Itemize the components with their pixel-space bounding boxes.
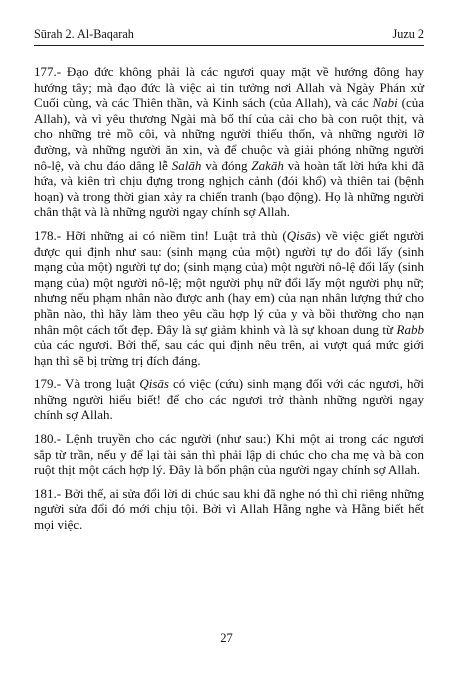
verse-paragraph xyxy=(34,486,424,533)
running-header xyxy=(34,26,424,42)
verse-text: 181.- Bởi thế, ai sửa đổi lời di chúc sau khi đã nghe nó thì chỉ riêng những người sửa đổi đó mới chịu tội. Bởi vì Allah Hằng nghe và Hằng biết hết mọi việc. xyxy=(34,485,424,533)
verse-text: 177.- Đạo đức không phải là các ngươi quay mặt về hướng đông hay hướng tây; mà đạo đức là việc ai tin tưởng nơi Allah và Ngày Phán xử Cuối cùng, và các Thiên thần, và Kinh sách (của Allah), và các xyxy=(34,64,424,111)
transliterated-term: Nabi xyxy=(372,95,398,111)
transliterated-term: Qisās xyxy=(139,376,169,392)
verse-paragraph xyxy=(34,431,424,478)
transliterated-term: Qisās xyxy=(286,227,317,243)
verse-text: 180.- Lệnh truyền cho các người (như sau:) Khi một ai trong các ngươi sắp từ trần, nếu y để lại tài sản thì phải lập di chúc cho cha mẹ và bà con ruột thịt một cách hợp lý. Đây là bổn phận của người ngay chính sợ Allah. xyxy=(34,431,424,478)
juzu-label: Juzu 2 xyxy=(392,27,424,41)
header-divider xyxy=(34,45,424,46)
verse-body xyxy=(34,64,424,533)
verse-paragraph xyxy=(34,228,424,368)
transliterated-term: Zakāh xyxy=(251,157,284,173)
verse-text: (của Allah), và vì yêu thương Ngài mà bố thí của cải cho bà con ruột thịt, và cho những trẻ mồ côi, và những người thiếu thốn, và những người lỡ đường, và những người ăn xin, và để chuộc và giải phóng những người nô-lệ, và chu đáo dâng lễ xyxy=(34,95,424,173)
surah-title: Sūrah 2. Al-Baqarah xyxy=(34,27,134,41)
page-number: 27 xyxy=(220,631,233,645)
transliterated-term: Rabb xyxy=(396,321,424,337)
verse-paragraph xyxy=(34,376,424,423)
verse-text: và đóng xyxy=(201,157,252,173)
verse-text: ) về việc giết người được qui định như sau: (sinh mạng của một) người tự do đổi lấy (sinh mạng của một) người tự do; (sinh mạng của) một người nô-lệ đổi lấy (sinh mạng của) một người nô-lệ; một người phụ nữ đổi lấy một người phụ nữ; nhưng nếu phạm nhân nào được anh (hay em) của nạn nhân lượng thứ cho phần nào, thì hãy làm theo yêu cầu hợp lý của y và bồi thường cho nạn nhân một cách tốt đẹp. Đây là sự giảm khinh và là sự khoan dung từ xyxy=(34,227,424,337)
verse-text: và hoàn tất lời hứa khi đã hứa, và kiên trì chịu đựng trong nghịch cảnh (đói khổ) và thiên tai (bệnh hoạn) và trong thời gian xảy ra chiến tranh (bạo động). Họ là những người chân thật và là những người ngay chính sợ Allah. xyxy=(34,157,424,220)
transliterated-term: Salāh xyxy=(171,157,202,173)
verse-text: 178.- Hỡi những ai có niềm tin! Luật trả thù ( xyxy=(34,227,287,243)
verse-paragraph xyxy=(34,64,424,220)
verse-text: 179.- Và trong luật xyxy=(34,376,140,392)
verse-text: có việc (cứu) sinh mạng đối với các ngươi, hỡi những người hiểu biết! để cho các ngươi trở thành những người ngay chính sợ Allah. xyxy=(34,376,424,423)
verse-text: của các ngươi. Bởi thế, sau các qui định nêu trên, ai vượt quá mức giới hạn thì sẽ bị trừng trị đích đáng. xyxy=(34,337,424,368)
